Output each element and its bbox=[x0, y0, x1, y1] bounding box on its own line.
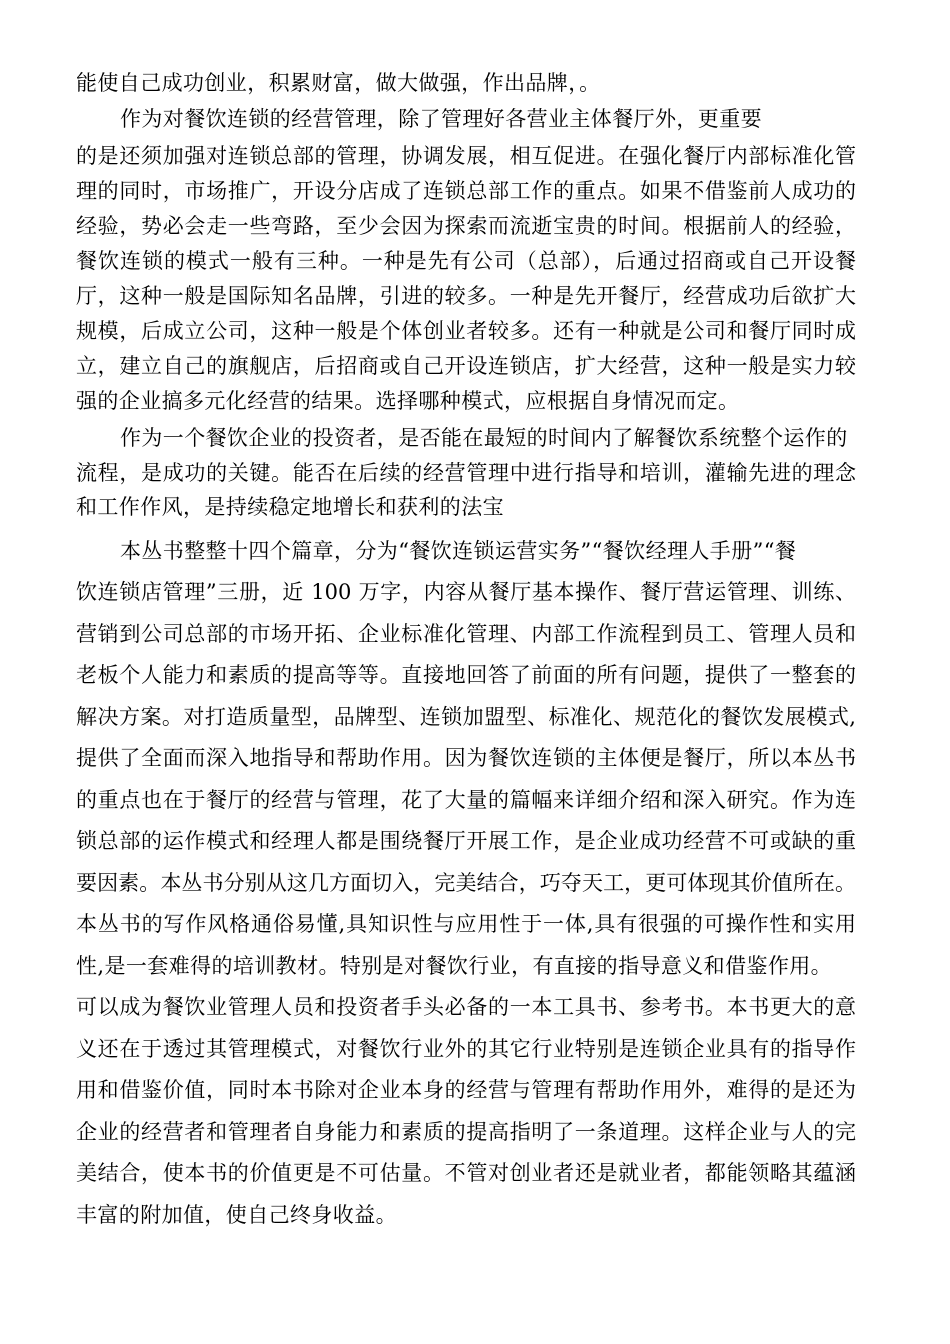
text-line: 提供了全面而深入地指导和帮助作用。因为餐饮连锁的主体便是餐厅，所以本丛书 bbox=[76, 746, 856, 770]
paragraph-first-line: 作为对餐饮连锁的经营管理，除了管理好各营业主体餐厅外，更重要 bbox=[120, 107, 762, 131]
paragraph-first-line: 本丛书整整十四个篇章，分为“餐饮连锁运营实务”“餐饮经理人手册”“餐 bbox=[120, 539, 797, 563]
text-line: 可以成为餐饮业管理人员和投资者手头必备的一本工具书、参考书。本书更大的意 bbox=[76, 995, 856, 1019]
text-line: 流程，是成功的关键。能否在后续的经营管理中进行指导和培训，灌输先进的理念 bbox=[76, 461, 856, 485]
text-line: 理的同时，市场推广，开设分店成了连锁总部工作的重点。如果不借鉴前人成功的 bbox=[76, 179, 856, 203]
paragraph-first-line: 作为一个餐饮企业的投资者，是否能在最短的时间内了解餐饮系统整个运作的 bbox=[120, 426, 848, 450]
text-line: 义还在于透过其管理模式，对餐饮行业外的其它行业特别是连锁企业具有的指导作 bbox=[76, 1037, 856, 1061]
text-line: 解决方案。对打造质量型，品牌型、连锁加盟型、标准化、规范化的餐饮发展模式, bbox=[76, 705, 856, 729]
text-line: 营销到公司总部的市场开拓、企业标准化管理、内部工作流程到员工、管理人员和 bbox=[76, 622, 856, 646]
text-line: 厅，这种一般是国际知名品牌，引进的较多。一种是先开餐厅，经营成功后欲扩大 bbox=[76, 284, 856, 308]
text-line: 规模，后成立公司，这种一般是个体创业者较多。还有一种就是公司和餐厅同时成 bbox=[76, 319, 856, 343]
text-line: 强的企业搞多元化经营的结果。选择哪种模式，应根据自身情况而定。 bbox=[76, 389, 740, 413]
text-line: 锁总部的运作模式和经理人都是围绕餐厅开展工作，是企业成功经营不可或缺的重 bbox=[76, 829, 856, 853]
text-line: 的是还须加强对连锁总部的管理，协调发展，相互促进。在强化餐厅内部标准化管 bbox=[76, 144, 856, 168]
text-line: 用和借鉴价值，同时本书除对企业本身的经营与管理有帮助作用外，难得的是还为 bbox=[76, 1078, 856, 1102]
text-line: 和工作作风，是持续稳定地增长和获利的法宝 bbox=[76, 495, 504, 519]
text-line: 企业的经营者和管理者自身能力和素质的提高指明了一条道理。这样企业与人的完 bbox=[76, 1120, 856, 1144]
text-line: 要因素。本丛书分别从这几方面切入，完美结合，巧夺天工，更可体现其价值所在。 bbox=[76, 871, 856, 895]
text-line: 立，建立自己的旗舰店，后招商或自己开设连锁店，扩大经营，这种一般是实力较 bbox=[76, 354, 856, 378]
text-line: 餐饮连锁的模式一般有三种。一种是先有公司（总部），后通过招商或自己开设餐 bbox=[76, 249, 856, 273]
text-line: 美结合，使本书的价值更是不可估量。不管对创业者还是就业者，都能领略其蕴涵 bbox=[76, 1161, 856, 1185]
text-line: 经验，势必会走一些弯路，至少会因为探索而流逝宝贵的时间。根据前人的经验， bbox=[76, 214, 856, 238]
text-line: 能使自己成功创业，积累财富，做大做强，作出品牌，。 bbox=[76, 71, 601, 95]
text-line: 性,是一套难得的培训教材。特别是对餐饮行业，有直接的指导意义和借鉴作用。 bbox=[76, 954, 833, 978]
text-line: 丰富的附加值，使自己终身收益。 bbox=[76, 1203, 397, 1227]
text-line: 的重点也在于餐厅的经营与管理，花了大量的篇幅来详细介绍和深入研究。作为连 bbox=[76, 788, 856, 812]
text-line: 老板个人能力和素质的提高等等。直接地回答了前面的所有问题，提供了一整套的 bbox=[76, 663, 856, 687]
text-line: 本丛书的写作风格通俗易懂,具知识性与应用性于一体,具有很强的可操作性和实用 bbox=[76, 912, 856, 936]
text-line: 饮连锁店管理”三册，近 100 万字，内容从餐厅基本操作、餐厅营运管理、训练、 bbox=[76, 580, 856, 604]
